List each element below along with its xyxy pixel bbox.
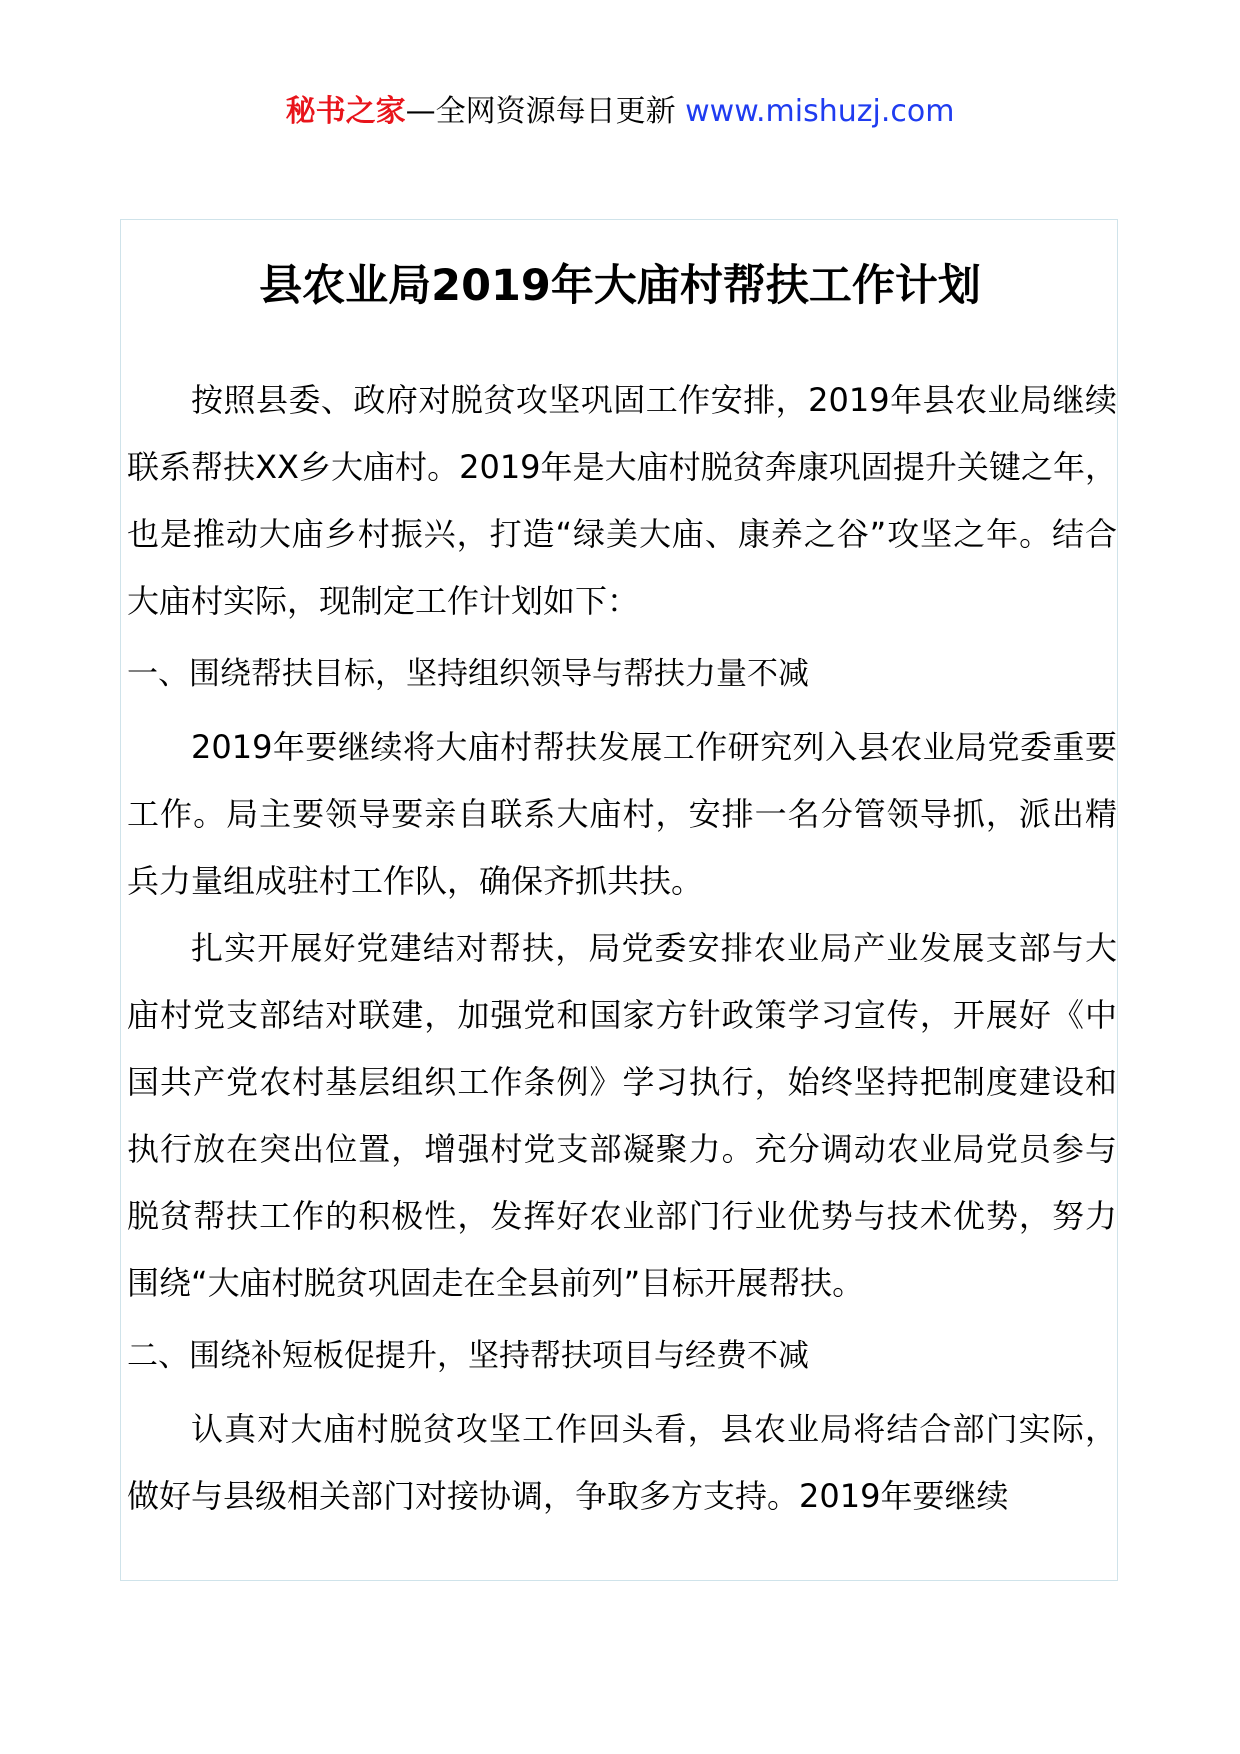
- section-2-paragraph-1: 认真对大庙村脱贫攻坚工作回头看，县农业局将结合部门实际，做好与县级相关部门对接协调，争取多方支持。2019年要继续: [127, 1410, 1117, 1515]
- site-brand: 秘书之家: [285, 94, 406, 129]
- site-header: [0, 92, 1240, 132]
- document-body: [127, 367, 1117, 1530]
- intro-paragraph: 按照县委、政府对脱贫攻坚巩固工作安排，2019年县农业局继续联系帮扶XX乡大庙村。2019年是大庙村脱贫奔康巩固提升关键之年，也是推动大庙乡村振兴，打造“绿美大庙、康养之谷”攻坚之年。结合大庙村实际，现制定工作计划如下：: [127, 381, 1117, 620]
- section-1-paragraph-1: 2019年要继续将大庙村帮扶发展工作研究列入县农业局党委重要工作。局主要领导要亲自联系大庙村，安排一名分管领导抓，派出精兵力量组成驻村工作队，确保齐抓共扶。: [127, 728, 1117, 900]
- site-url[interactable]: www.mishuzj.com: [685, 94, 955, 129]
- site-tagline: —全网资源每日更新: [405, 94, 686, 129]
- section-heading-1: 一、围绕帮扶目标，坚持组织领导与帮扶力量不减: [127, 656, 809, 692]
- section-heading-2: 二、围绕补短板促提升，坚持帮扶项目与经费不减: [127, 1338, 809, 1374]
- document-title: 县农业局2019年大庙村帮扶工作计划: [259, 261, 981, 311]
- section-1-paragraph-2: 扎实开展好党建结对帮扶，局党委安排农业局产业发展支部与大庙村党支部结对联建，加强党和国家方针政策学习宣传，开展好《中国共产党农村基层组织工作条例》学习执行，始终坚持把制度建设和执行放在突出位置，增强村党支部凝聚力。充分调动农业局党员参与脱贫帮扶工作的积极性，发挥好农业部门行业优势与技术优势，努力围绕“大庙村脱贫巩固走在全县前列”目标开展帮扶。: [127, 929, 1117, 1302]
